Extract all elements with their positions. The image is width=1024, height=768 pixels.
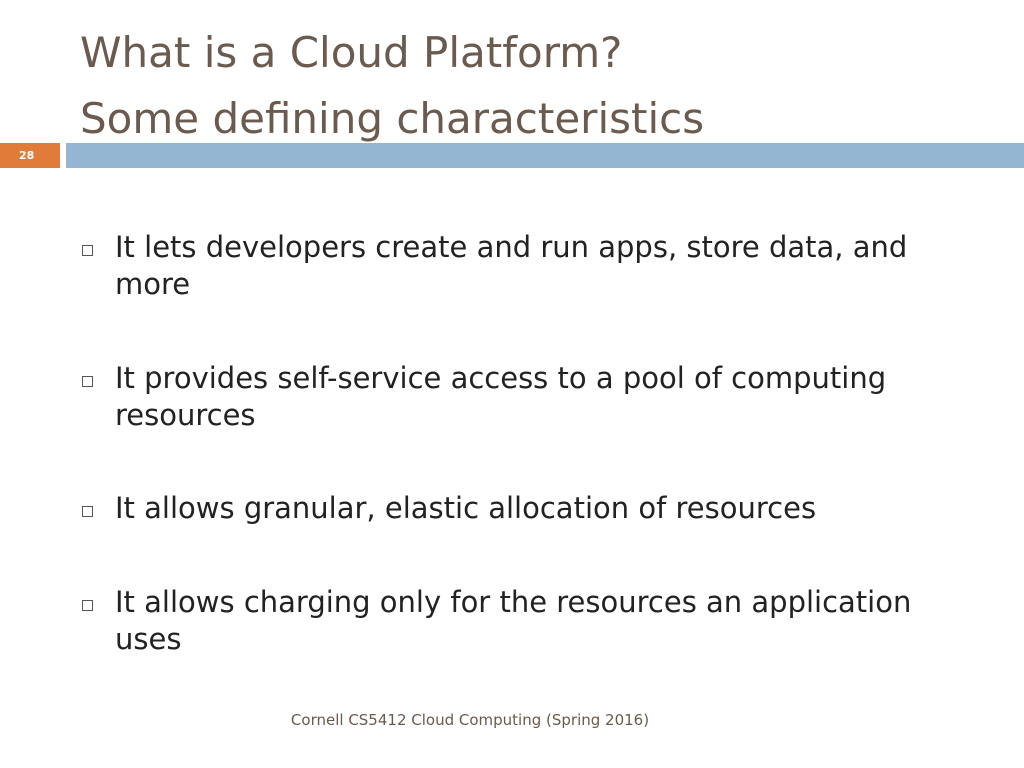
bullet-line: It lets developers create and run apps, store data, and — [115, 230, 908, 264]
bullet-line: uses — [115, 622, 182, 656]
bullet-line: more — [115, 267, 191, 301]
bullet-line: It allows charging only for the resources an application — [115, 585, 912, 619]
slide-number: 28 — [0, 143, 60, 168]
bullet-line: resources — [115, 398, 256, 432]
hollow-square-bullet-icon — [82, 245, 93, 256]
title-line-1: What is a Cloud Platform? — [80, 28, 623, 77]
hollow-square-bullet-icon — [82, 600, 93, 611]
bullet-text — [115, 584, 965, 658]
hollow-square-bullet-icon — [82, 376, 93, 387]
bullet-text — [115, 229, 965, 303]
title-line-2: Some defining characteristics — [80, 94, 705, 143]
bullet-text — [115, 490, 965, 527]
bullet-text — [115, 360, 965, 434]
bullet-line: It allows granular, elastic allocation of resources — [115, 491, 817, 525]
slide-footer: Cornell CS5412 Cloud Computing (Spring 2016) — [290, 711, 650, 729]
hollow-square-bullet-icon — [82, 506, 93, 517]
bullet-line: It provides self-service access to a pool of computing — [115, 361, 887, 395]
